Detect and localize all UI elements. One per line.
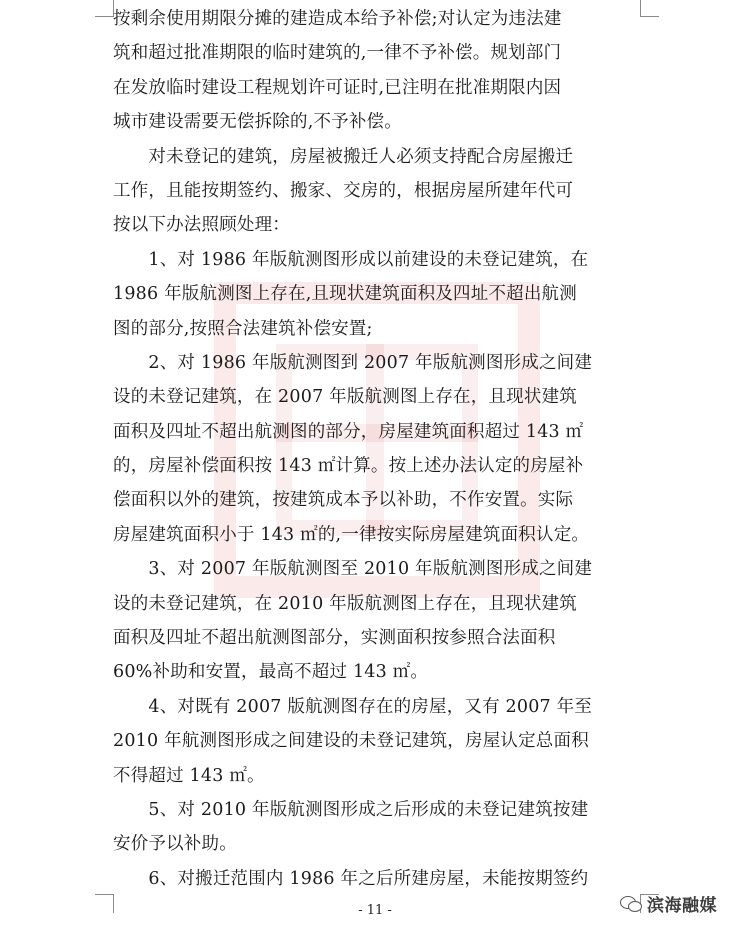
text-line: 在发放临时建设工程规划许可证时,已注明在批准期限内因: [113, 77, 562, 98]
text-line: 安价予以补助。: [113, 834, 237, 855]
text-line: 4、对既有 2007 版航测图存在的房屋，又有 2007 年至: [113, 696, 593, 717]
text-line: 2010 年航测图形成之间建设的未登记建筑，房屋认定总面积: [113, 731, 589, 752]
text-line: 2、对 1986 年版航测图到 2007 年版航测图形成之间建: [113, 352, 593, 373]
text-line: 面积及四址不超出航测图部分，实测面积按参照合法面积: [113, 628, 556, 649]
text-line: 城市建设需要无偿拆除的,不予补偿。: [113, 112, 402, 133]
text-line: 筑和超过批准期限的临时建筑的,一律不予补偿。规划部门: [113, 43, 562, 64]
text-line: 设的未登记建筑，在 2007 年版航测图上存在，且现状建筑: [113, 387, 577, 408]
text-line: 不得超过 143 ㎡。: [113, 765, 265, 786]
text-line: 按以下办法照顾处理：: [113, 215, 290, 236]
wechat-icon: [620, 894, 642, 912]
text-line: 5、对 2010 年版航测图形成之后形成的未登记建筑按建: [113, 799, 589, 820]
text-line: 对未登记的建筑，房屋被搬迁人必须支持配合房屋搬迁: [113, 146, 574, 167]
page-number: - 11 -: [358, 903, 392, 918]
text-line: 60%补助和安置，最高不超过 143 ㎡。: [113, 662, 429, 683]
text-line: 1986 年版航测图上存在,且现状建筑面积及四址不超出航测: [113, 284, 577, 305]
text-line: 偿面积以外的建筑，按建筑成本予以补助，不作安置。实际: [113, 490, 574, 511]
text-line: 工作，且能按期签约、搬家、交房的，根据房屋所建年代可: [113, 180, 574, 201]
document-body: [113, 2, 640, 896]
text-line: 3、对 2007 年版航测图至 2010 年版航测图形成之间建: [113, 559, 593, 580]
text-line: 面积及四址不超出航测图的部分，房屋建筑面积超过 143 ㎡: [113, 421, 584, 442]
brand-watermark: [620, 890, 717, 916]
text-line: 图的部分,按照合法建筑补偿安置;: [113, 318, 373, 339]
text-line: 设的未登记建筑，在 2010 年版航测图上存在，且现状建筑: [113, 593, 577, 614]
text-line: 的，房屋补偿面积按 143 ㎡计算。按上述办法认定的房屋补: [113, 456, 584, 477]
crop-mark-top-right: [640, 0, 659, 17]
brand-name: 滨海融媒: [647, 895, 717, 916]
text-line: 6、对搬迁范围内 1986 年之后所建房屋，未能按期签约: [113, 868, 589, 889]
text-line: 按剩余使用期限分摊的建造成本给予补偿;对认定为违法建: [113, 9, 562, 29]
text-line: 1、对 1986 年版航测图形成以前建设的未登记建筑，在: [113, 249, 589, 270]
crop-mark-top-left: [95, 0, 114, 17]
text-line: 房屋建筑面积小于 143 ㎡的,一律按实际房屋建筑面积认定。: [113, 524, 590, 545]
